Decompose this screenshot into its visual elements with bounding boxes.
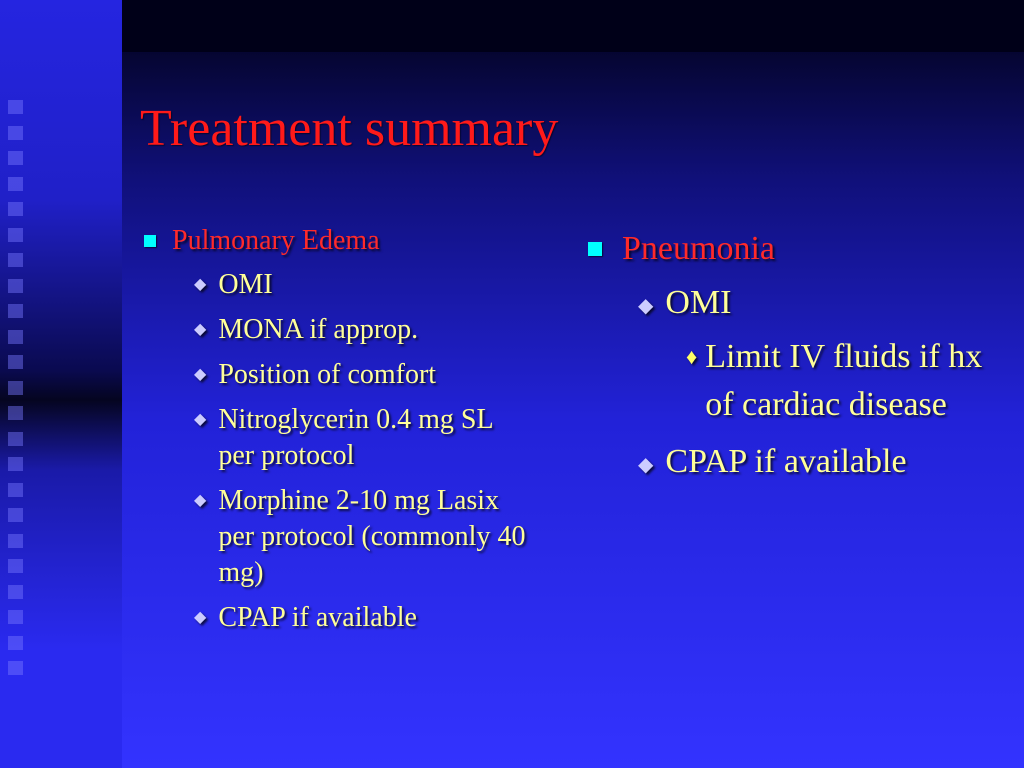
list-item [586,439,1006,488]
left-heading-text: Pulmonary Edema [172,225,380,256]
list-item-text: Position of comfort [218,359,437,390]
diamond-bullet-icon: ◆ [194,321,207,338]
square-icon [8,304,23,318]
list-item [142,312,532,348]
square-icon [8,279,23,293]
diamond-bullet-icon: ◆ [194,411,207,428]
square-icon [8,483,23,497]
slide-title: Treatment summary [140,100,559,157]
square-icon [8,202,23,216]
list-item [142,600,532,636]
top-band [122,0,1024,52]
square-icon [8,406,23,420]
square-icon [8,585,23,599]
list-item-text: OMI [218,269,273,300]
square-icon [8,636,23,650]
square-icon [8,100,23,114]
list-item [142,357,532,393]
diamond-bullet-icon: ◆ [638,454,654,476]
right-heading [586,228,1006,270]
right-column [586,228,1006,488]
diamond-bullet-icon: ◆ [194,492,207,509]
decorative-squares [8,100,26,687]
list-item [142,483,532,591]
list-item [142,267,532,303]
square-icon [8,228,23,242]
square-bullet-icon [588,242,602,256]
list-item [142,402,532,474]
sub-list-item-text: Limit IV fluids if hx of cardiac disease [705,338,983,423]
square-icon [8,432,23,446]
left-decorative-strip [0,0,122,768]
left-heading [142,224,532,258]
left-column [142,224,532,636]
list-item-text: OMI [665,284,732,321]
square-icon [8,126,23,140]
square-icon [8,508,23,522]
diamond-bullet-icon: ◆ [194,609,207,626]
square-icon [8,253,23,267]
square-icon [8,151,23,165]
diamond-bullet-icon: ◆ [194,366,207,383]
right-heading-text: Pneumonia [622,230,775,267]
square-icon [8,661,23,675]
square-icon [8,355,23,369]
list-item-text: Morphine 2-10 mg Lasix per protocol (commonly 40 mg) [218,485,526,588]
diamond-bullet-icon: ◆ [638,295,654,317]
square-icon [8,381,23,395]
square-icon [8,177,23,191]
small-diamond-bullet-icon: ♦ [686,344,698,369]
square-icon [8,534,23,548]
diamond-bullet-icon: ◆ [194,276,207,293]
list-item [586,280,1006,329]
list-item-text: MONA if approp. [218,314,419,345]
list-item-text: Nitroglycerin 0.4 mg SL per protocol [218,404,493,471]
sub-list-item [586,333,1006,429]
square-icon [8,559,23,573]
square-icon [8,610,23,624]
list-item-text: CPAP if available [665,443,907,480]
square-icon [8,457,23,471]
square-bullet-icon [144,235,156,247]
list-item-text: CPAP if available [218,602,417,633]
square-icon [8,330,23,344]
